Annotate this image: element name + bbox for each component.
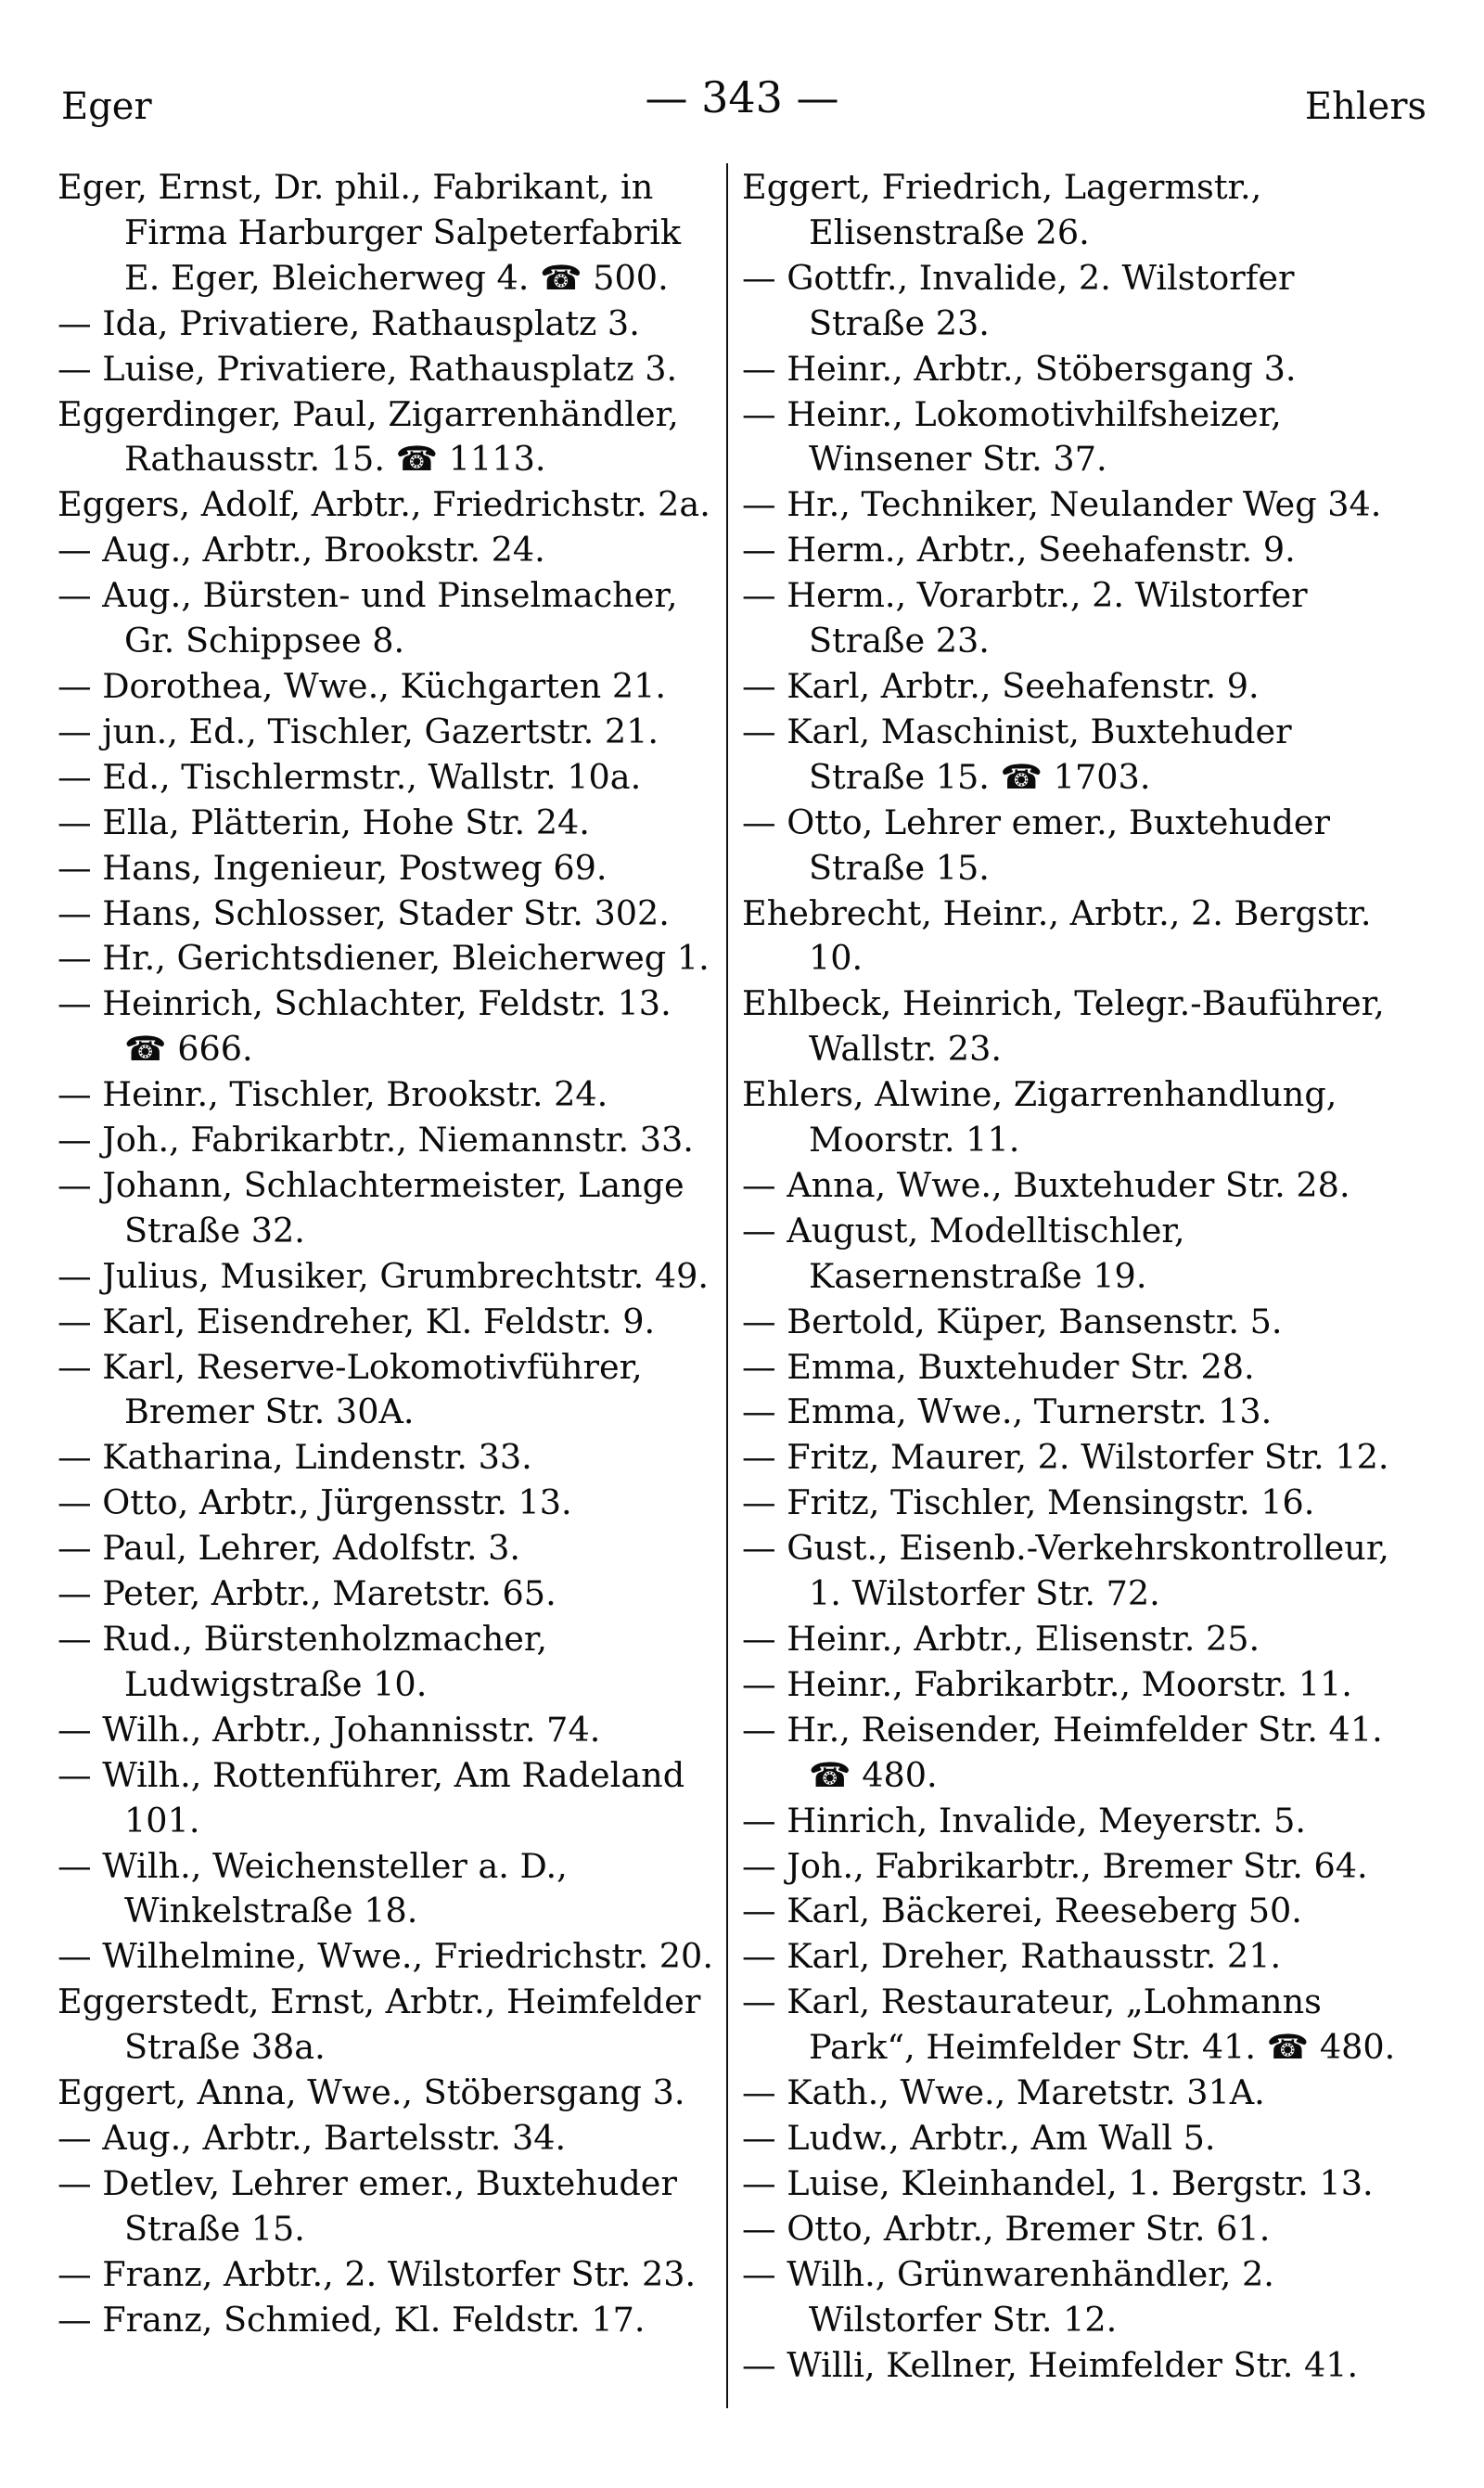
directory-entry: — Dorothea, Wwe., Küchgarten 21. — [58, 665, 666, 706]
directory-entry: — Aug., Arbtr., Brookstr. 24. — [58, 530, 545, 571]
directory-entry: — August, Modelltischler, Kasernenstraße 19. — [742, 1210, 1185, 1296]
page-number: — 343 — — [645, 72, 839, 122]
directory-entry: — Aug., Arbtr., Bartelsstr. 34. — [58, 2117, 567, 2158]
directory-entry: — Heinr., Fabrikarbtr., Moorstr. 11. — [742, 1663, 1352, 1704]
directory-entry: — Hans, Schlosser, Stader Str. 302. — [58, 892, 670, 933]
directory-entry: — Otto, Lehrer emer., Buxtehuder Straße 15. — [742, 802, 1331, 888]
directory-entry: — Gust., Eisenb.-Verkehrskontrolleur, 1. Wilstorfer Str. 72. — [742, 1528, 1389, 1614]
directory-entry: — Herm., Vorarbtr., 2. Wilstorfer Straße 23. — [742, 575, 1308, 661]
directory-entry: — Karl, Eisendreher, Kl. Feldstr. 9. — [58, 1301, 656, 1341]
directory-entry: — Hans, Ingenieur, Postweg 69. — [58, 847, 608, 888]
directory-entry: — Karl, Dreher, Rathausstr. 21. — [742, 1936, 1282, 1977]
directory-entry: — Heinr., Lokomotivhilfsheizer, Winsener Str. 37. — [742, 393, 1282, 480]
directory-entry: — Detlev, Lehrer emer., Buxtehuder Straße 15. — [58, 2162, 677, 2249]
directory-entry: — Karl, Arbtr., Seehafenstr. 9. — [742, 665, 1260, 706]
directory-entry: — Franz, Schmied, Kl. Feldstr. 17. — [58, 2299, 646, 2340]
directory-entry: Ehlers, Alwine, Zigarrenhandlung, Moorstr. 11. — [742, 1074, 1337, 1161]
directory-entry: — Joh., Fabrikarbtr., Bremer Str. 64. — [742, 1845, 1368, 1886]
directory-entry: — Herm., Arbtr., Seehafenstr. 9. — [742, 530, 1296, 571]
directory-entry: — Heinr., Arbtr., Elisenstr. 25. — [742, 1619, 1260, 1659]
directory-entry: — Rud., Bürstenholzmacher, Ludwigstraße 10. — [58, 1619, 548, 1704]
directory-entry: — Wilh., Grünwarenhändler, 2. Wilstorfer Str. 12. — [742, 2253, 1274, 2340]
directory-entry: — Ida, Privatiere, Rathausplatz 3. — [58, 302, 640, 343]
directory-entry: — Hr., Techniker, Neulander Weg 34. — [742, 484, 1382, 525]
directory-entry: — Julius, Musiker, Grumbrechtstr. 49. — [58, 1255, 710, 1296]
directory-entry: — Hr., Reisender, Heimfelder Str. 41. ☎ 480. — [742, 1709, 1383, 1795]
directory-entry: Eggert, Anna, Wwe., Stöbersgang 3. — [58, 2072, 685, 2113]
directory-entry: — Wilh., Weichensteller a. D., Winkelstraße 18. — [58, 1845, 568, 1931]
directory-entry: — Karl, Bäckerei, Reeseberg 50. — [742, 1891, 1302, 1931]
directory-entry: — Franz, Arbtr., 2. Wilstorfer Str. 23. — [58, 2253, 697, 2294]
directory-entry: — Willi, Kellner, Heimfelder Str. 41. — [742, 2344, 1359, 2385]
directory-entry: Ehlbeck, Heinrich, Telegr.-Bauführer, Wallstr. 23. — [742, 983, 1385, 1070]
right-column — [742, 165, 1402, 2388]
directory-entry: — Wilh., Arbtr., Johannisstr. 74. — [58, 1709, 601, 1750]
directory-entry: — Ella, Plätterin, Hohe Str. 24. — [58, 802, 590, 842]
directory-entry: — Heinr., Arbtr., Stöbersgang 3. — [742, 348, 1297, 389]
column-divider — [726, 163, 728, 2408]
directory-entry: Eggerdinger, Paul, Zigarrenhändler, Rathausstr. 15. ☎ 1113. — [58, 393, 679, 480]
directory-entry: — Fritz, Maurer, 2. Wilstorfer Str. 12. — [742, 1437, 1389, 1478]
directory-entry: — Heinrich, Schlachter, Feldstr. 13. ☎ 666. — [58, 983, 672, 1070]
directory-entry: — Johann, Schlachtermeister, Lange Straße 32. — [58, 1164, 684, 1250]
directory-entry: — Otto, Arbtr., Jürgensstr. 13. — [58, 1482, 572, 1523]
directory-entry: — Ed., Tischlermstr., Wallstr. 10a. — [58, 756, 642, 797]
directory-entry: Eggers, Adolf, Arbtr., Friedrichstr. 2a. — [58, 484, 710, 525]
header-right-word: Ehlers — [1304, 85, 1426, 128]
directory-entry: — Anna, Wwe., Buxtehuder Str. 28. — [742, 1164, 1350, 1205]
directory-entry: — Fritz, Tischler, Mensingstr. 16. — [742, 1482, 1315, 1523]
directory-entry: — Otto, Arbtr., Bremer Str. 61. — [742, 2208, 1271, 2249]
directory-entry: — Karl, Maschinist, Buxtehuder Straße 15. ☎ 1703. — [742, 711, 1292, 797]
directory-entry: — Aug., Bürsten- und Pinselmacher, Gr. Schippsee 8. — [58, 575, 678, 661]
directory-entry: — Emma, Buxtehuder Str. 28. — [742, 1346, 1255, 1387]
running-head — [58, 72, 1426, 141]
directory-entry: — Joh., Fabrikarbtr., Niemannstr. 33. — [58, 1120, 694, 1161]
directory-entry: — Ludw., Arbtr., Am Wall 5. — [742, 2117, 1216, 2158]
left-column — [58, 165, 723, 2343]
directory-entry: — Wilhelmine, Wwe., Friedrichstr. 20. — [58, 1936, 713, 1977]
directory-entry: — Luise, Kleinhandel, 1. Bergstr. 13. — [742, 2162, 1374, 2203]
header-left-word: Eger — [61, 85, 152, 128]
directory-entry: — Hr., Gerichtsdiener, Bleicherweg 1. — [58, 938, 710, 979]
directory-entry: — Katharina, Lindenstr. 33. — [58, 1437, 532, 1478]
directory-entry: — jun., Ed., Tischler, Gazertstr. 21. — [58, 711, 659, 751]
directory-entry: — Gottfr., Invalide, 2. Wilstorfer Straße 23. — [742, 257, 1295, 343]
directory-entry: — Heinr., Tischler, Brookstr. 24. — [58, 1074, 608, 1115]
directory-entry: — Emma, Wwe., Turnerstr. 13. — [742, 1391, 1273, 1432]
directory-entry: — Luise, Privatiere, Rathausplatz 3. — [58, 348, 678, 389]
directory-entry: — Karl, Reserve-Lokomotivführer, Bremer Str. 30A. — [58, 1346, 643, 1432]
directory-entry: — Wilh., Rottenführer, Am Radeland 101. — [58, 1754, 685, 1840]
directory-entry: — Karl, Restaurateur, „Lohmanns Park“, Heimfelder Str. 41. ☎ 480. — [742, 1981, 1396, 2068]
directory-entry: Eggerstedt, Ernst, Arbtr., Heimfelder Straße 38a. — [58, 1981, 701, 2068]
directory-entry: — Hinrich, Invalide, Meyerstr. 5. — [742, 1800, 1307, 1840]
directory-entry: — Peter, Arbtr., Maretstr. 65. — [58, 1573, 556, 1614]
directory-entry: Eggert, Friedrich, Lagermstr., Elisenstraße 26. — [742, 167, 1262, 252]
directory-entry: Eger, Ernst, Dr. phil., Fabrikant, in Firma Harburger Salpeterfabrik E. Eger, Bleicherweg 4. ☎ 500. — [58, 167, 682, 298]
directory-entry: — Paul, Lehrer, Adolfstr. 3. — [58, 1528, 521, 1569]
directory-entry: — Bertold, Küper, Bansenstr. 5. — [742, 1301, 1283, 1341]
directory-entry: Ehebrecht, Heinr., Arbtr., 2. Bergstr. 10. — [742, 892, 1372, 979]
directory-entry: — Kath., Wwe., Maretstr. 31A. — [742, 2072, 1265, 2113]
